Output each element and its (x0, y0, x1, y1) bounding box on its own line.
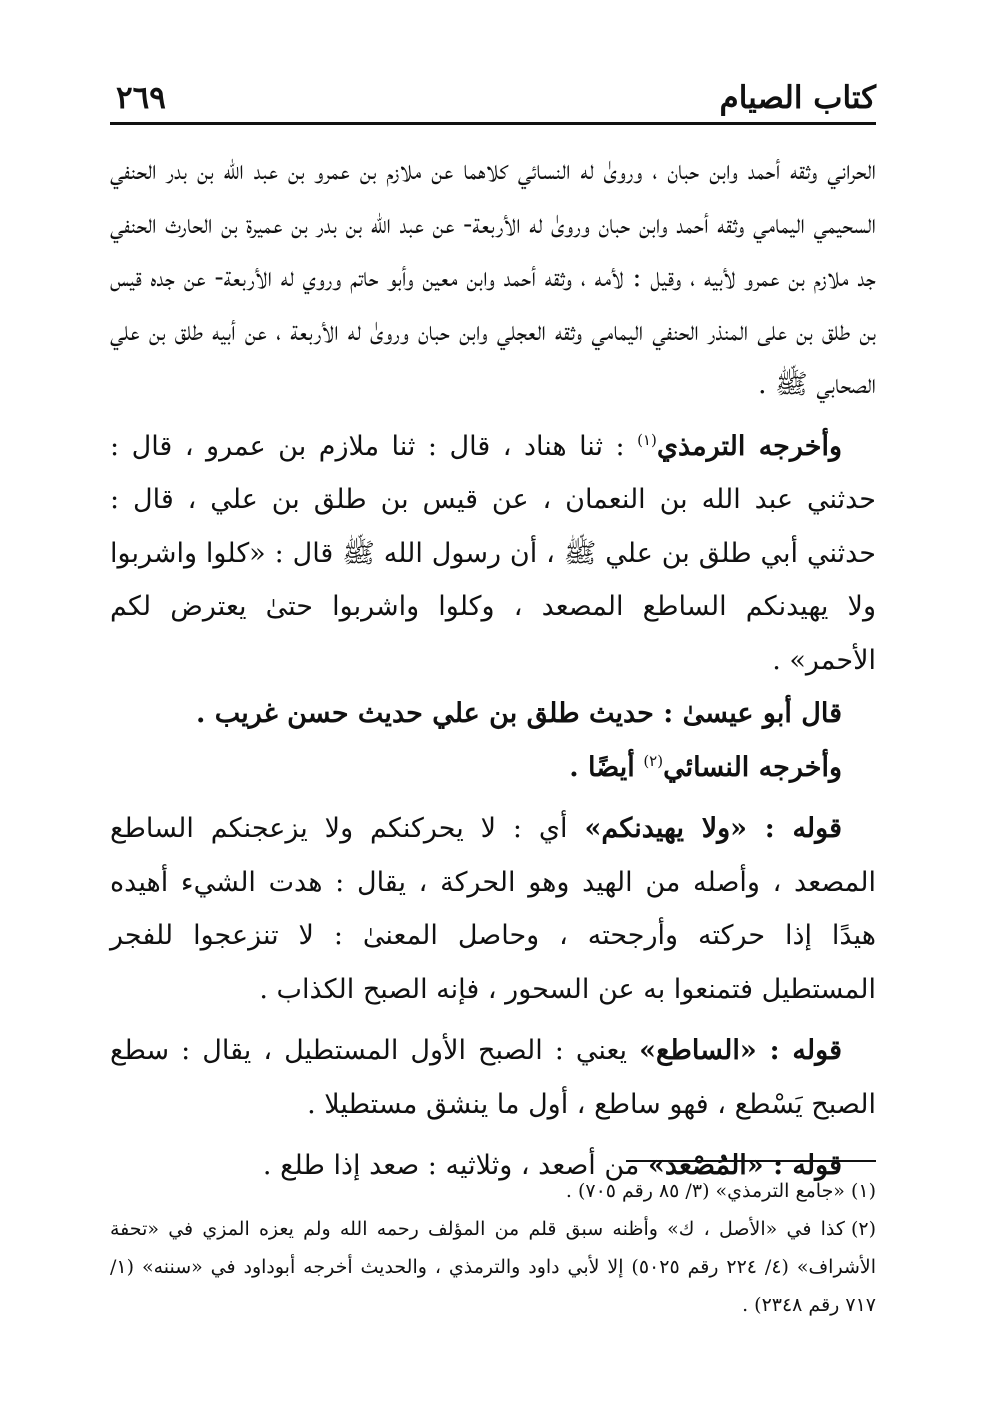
footnote-reference[interactable]: (١) (637, 430, 657, 449)
paragraph-lead: وأخرجه الترمذي (656, 430, 842, 462)
paragraph-text: قال أبو عيسىٰ : حديث طلق بن علي حديث حسن غريب . (195, 698, 842, 729)
paragraph-text: يعني : الصبح الأول المستطيل ، يقال : سطع الصبح يَسْطع ، فهو ساطع ، أول ما ينشق مستطيلا . (110, 1035, 876, 1120)
footnote-number: (١) (850, 1180, 876, 1202)
paragraph-yahidannakum (110, 802, 876, 1016)
paragraph-text: الحراني وثقه أحمد وابن حبان ، وروىٰ له النسائي كلاهما عن ملازم بن عمرو بن عبد الله بن بدر الحنفي السحيمي اليمامي وثقه أحمد وابن حبان وروىٰ له الأربعة- عن عبد الله بن بدر بن عميرة بن الحارث الحنفي جد ملازم بن عمرو لأبيه ، وقيل : لأمه ، وثقه أحمد وابن معين وأبو حاتم وروي له الأربعة- عن جده قيس بن طلق بن على المنذر الحنفي اليمامي وثقه العجلي وابن حبان وروىٰ له الأربعة ، عن أبيه طلق بن علي الصحابي ﷺ . (110, 155, 876, 400)
paragraph-narrators (110, 144, 876, 412)
main-text (110, 144, 876, 1193)
footnote-text: «جامع الترمذي» (٣/ ٨٥ رقم ٧٠٥) . (565, 1180, 845, 1202)
paragraph-nasai (110, 741, 876, 795)
header-rule (110, 122, 876, 125)
footnote-reference[interactable]: (٢) (643, 751, 664, 770)
paragraph-lead: قوله : «المُصْعد» (647, 1150, 842, 1181)
paragraph-lead: وأخرجه النسائي (663, 751, 842, 783)
paragraph-lead: قوله : «ولا يهيدنكم» (584, 813, 842, 844)
footnote-2 (110, 1210, 876, 1324)
paragraph-tirmidhi (110, 420, 876, 688)
paragraph-text: : ثنا هناد ، قال : ثنا ملازم بن عمرو ، قال : حدثني عبد الله بن النعمان ، عن قيس بن طلق بن علي ، قال : حدثني أبي طلق بن علي ﷺ ، أن رسول الله ﷺ قال : «كلوا واشربوا ولا يهيدنكم الساطع المصعد ، وكلوا واشربوا حتىٰ يعترض لكم الأحمر» . (110, 430, 876, 676)
footnote-1 (110, 1172, 876, 1210)
paragraph-abu-isa (110, 687, 876, 741)
footnote-text: كذا في «الأصل ، ك» وأظنه سبق قلم من المؤلف رحمه الله ولم يعزه المزي في «تحفة الأشراف» (٤/ ٢٢٤ رقم ٥٠٢٥) إلا لأبي داود والترمذي ، والحديث أخرجه أبوداود في «سننه» (١/ ٧١٧ رقم ٢٣٤٨) . (110, 1218, 876, 1316)
paragraph-text: من أصعد ، وثلاثيه : صعد إذا طلع . (262, 1150, 640, 1181)
paragraph-text: أيضًا . (569, 751, 635, 783)
page-number: ٢٦٩ (116, 80, 166, 116)
paragraph-lead: قوله : «الساطع» (639, 1035, 842, 1066)
paragraph-text: أي : لا يحركنكم ولا يزعجنكم الساطع المصعد ، وأصله من الهيد وهو الحركة ، يقال : هدت الشيء أهيده هيدًا إذا حركته وأرجحته ، وحاصل المعنىٰ : لا تنزعجوا للفجر المستطيل فتمنعوا به عن السحور ، فإنه الصبح الكذاب . (110, 813, 876, 1005)
footnotes (110, 1172, 876, 1324)
page-header (110, 76, 876, 126)
paragraph-sati (110, 1024, 876, 1131)
footnote-rule (626, 1160, 876, 1162)
running-title: كتاب الصيام (719, 80, 876, 116)
footnote-number: (٢) (850, 1218, 876, 1240)
